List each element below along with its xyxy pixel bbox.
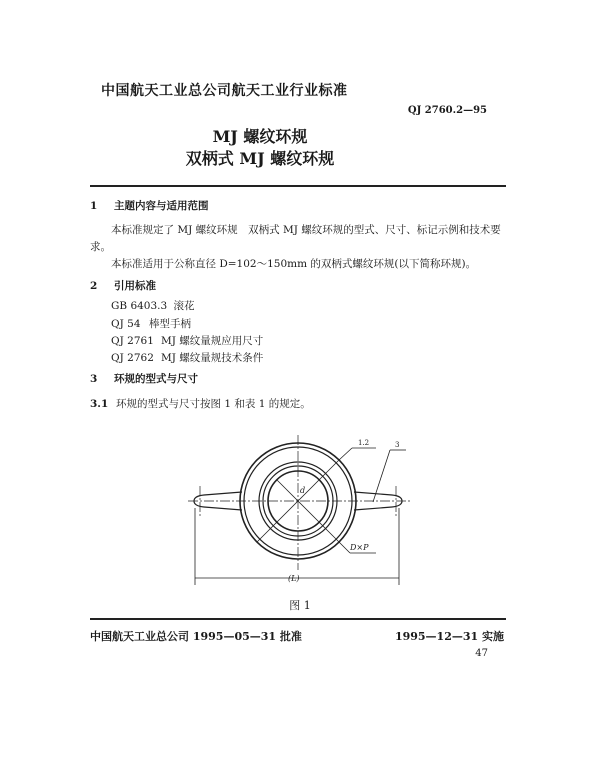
section-1-para-1-cont: 求。 [90, 241, 111, 253]
label-part-3: 3 [395, 441, 400, 449]
label-length-l: (L) [288, 574, 300, 583]
label-d: d [300, 486, 306, 495]
reference-name: MJ 螺纹量规应用尺寸 [161, 335, 264, 347]
issuing-organization-header: 中国航天工业总公司航天工业行业标准 [101, 83, 348, 99]
section-title: 主题内容与适用范围 [114, 200, 209, 212]
title-line-1: MJ 螺纹环规 [212, 127, 308, 146]
clause-text: 环规的型式与尺寸按图 1 和表 1 的规定。 [116, 398, 311, 410]
reference-code: QJ 54 [111, 318, 141, 330]
dimension-lines [195, 448, 406, 585]
effective-date: 1995—12—31 实施 [394, 630, 504, 643]
section-number: 3 [90, 373, 98, 385]
reference-name: MJ 螺纹量规技术条件 [161, 352, 264, 364]
reference-item [111, 316, 191, 331]
page-number: 47 [475, 648, 488, 659]
section-2-heading [90, 278, 156, 293]
approval-line: 中国航天工业总公司 1995—05—31 批准 [90, 630, 302, 643]
label-d-x-p: D×P [350, 543, 369, 552]
reference-name: 棒型手柄 [149, 318, 191, 330]
section-number: 2 [90, 280, 98, 292]
reference-code: QJ 2762 [111, 352, 154, 364]
reference-item [111, 333, 263, 348]
section-1-para-1: 本标准规定了 MJ 螺纹环规 双柄式 MJ 螺纹环规的型式、尺寸、标记示例和技术要 [111, 224, 501, 236]
reference-name: 滚花 [173, 300, 195, 312]
section-1-heading [90, 198, 209, 213]
title-line-2: 双柄式 MJ 螺纹环规 [185, 149, 335, 168]
reference-code: GB 6403.3 [111, 300, 168, 312]
section-3-heading [90, 371, 198, 386]
reference-code: QJ 2761 [111, 335, 154, 347]
footer-rule [90, 618, 506, 620]
reference-item [111, 350, 263, 365]
reference-item [111, 298, 195, 313]
figure-caption: 图 1 [289, 599, 311, 612]
section-title: 引用标准 [114, 280, 156, 292]
label-part-1-2: 1.2 [358, 439, 370, 447]
clause-number: 3.1 [90, 398, 109, 410]
section-title: 环规的型式与尺寸 [114, 373, 198, 385]
section-number: 1 [90, 200, 98, 212]
header-rule [90, 185, 506, 187]
standard-code: QJ 2760.2—95 [407, 105, 487, 116]
section-1-para-2: 本标准适用于公称直径 D=102～150mm 的双柄式螺纹环规(以下简称环规)。 [111, 258, 477, 270]
clause-3-1 [90, 396, 311, 411]
figure-1-ring-gauge-drawing [180, 420, 420, 600]
